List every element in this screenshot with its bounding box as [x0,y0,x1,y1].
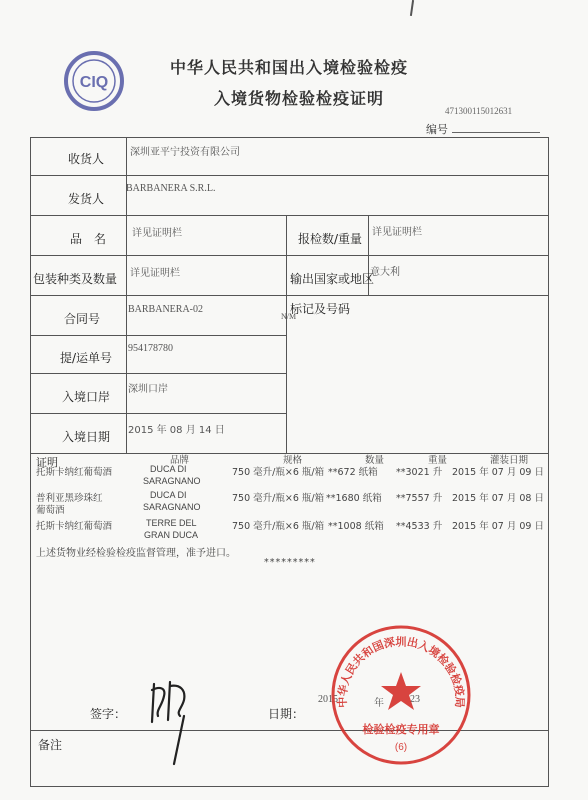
quantity-value: 详见证明栏 [372,227,422,238]
goods-brand: GRAN DUCA [144,530,199,540]
marks-value: N/M [281,312,297,321]
packaging-label: 包装种类及数量 [33,272,118,286]
goods-date: 2015 年 07 月 09 日 [452,521,544,532]
goods-brand: SARAGNANO [143,476,201,486]
goods-brand: TERRE DEL [146,518,197,528]
goods-spec: 750 毫升/瓶×6 瓶/箱 [232,467,325,478]
number-underline [452,132,540,133]
goods-brand: SARAGNANO [143,502,201,512]
row-divider [30,215,548,216]
goods-qty: **672 纸箱 [328,467,378,478]
header-weight: 重量 [428,455,448,466]
goods-name: 普利亚黑珍珠红 [36,493,103,504]
origin-value: 意大利 [370,267,400,278]
consignor-value: BARBANERA S.R.L. [126,183,216,194]
row-divider [30,175,548,176]
certificate-number: 471300115012631 [445,106,513,116]
packaging-value: 详见证明栏 [130,268,180,279]
remarks-label: 备注 [38,738,63,752]
official-stamp [326,620,476,770]
quantity-label: 报检数/重量 [298,232,363,246]
ciq-logo [63,50,125,112]
entry-date-value: 2015 年 08 月 14 日 [128,425,225,436]
goods-weight: **7557 升 [396,493,443,504]
svg-text:(6): (6) [394,742,408,753]
header-spec: 规格 [283,455,303,466]
goods-qty: **1008 纸箱 [328,521,384,532]
sign-date-year: 2015 [318,694,338,705]
row-divider [30,335,286,336]
row-divider [30,295,548,296]
signature-label: 签字： [90,707,127,721]
goods-weight: **3021 升 [396,467,443,478]
goods-brand: DUCA DI [150,490,187,500]
header-qty: 数量 [365,455,385,466]
marks-label: 标记及号码 [290,302,351,316]
goods-spec: 750 毫升/瓶×6 瓶/箱 [232,493,325,504]
goods-name: 托斯卡纳红葡萄酒 [36,521,113,532]
end-mark: ********* [264,557,316,568]
approval-statement: 上述货物业经检验检疫监督管理，准予进口。 [36,548,236,559]
product-label: 品 名 [70,232,107,246]
goods-brand: DUCA DI [150,464,187,474]
header-date: 灌装日期 [490,455,529,466]
column-divider [286,215,287,453]
port-label: 入境口岸 [62,390,111,404]
certificate-label: 证明 [36,456,58,469]
goods-name: 托斯卡纳红葡萄酒 [36,467,113,478]
bl-value: 954178780 [128,343,173,354]
header-brand: 品牌 [170,455,190,466]
contract-value: BARBANERA-02 [128,304,204,315]
svg-text:CIQ: CIQ [79,74,109,91]
goods-spec: 750 毫升/瓶×6 瓶/箱 [232,521,325,532]
sign-date-day: 23 [410,694,420,705]
consignee-value: 深圳亚平宁投资有限公司 [130,147,240,158]
signature [140,676,200,766]
port-value: 深圳口岸 [128,384,168,395]
row-divider [30,255,548,256]
row-divider [30,373,286,374]
goods-date: 2015 年 07 月 09 日 [452,467,544,478]
product-value: 详见证明栏 [132,228,182,239]
number-label: 编号 [426,123,448,136]
goods-qty: **1680 纸箱 [326,493,382,504]
bl-label: 提/运单号 [60,351,113,365]
stamp-outer-text: 中华人民共和国深圳出入境检验检疫局 [335,635,467,708]
goods-weight: **4533 升 [396,521,443,532]
svg-text:检验检疫专用章: 检验检疫专用章 [362,723,440,736]
goods-name: 葡萄酒 [36,505,65,516]
origin-label: 输出国家或地区 [290,272,375,286]
sign-date-label: 日期： [268,707,305,721]
row-divider [30,413,286,414]
consignee-label: 收货人 [68,152,105,166]
pen-mark [410,0,414,16]
document-subtitle: 入境货物检验检疫证明 [214,89,385,108]
sign-date-month: 年 [374,698,384,709]
contract-label: 合同号 [64,312,101,326]
document-title: 中华人民共和国出入境检验检疫 [170,58,409,77]
goods-date: 2015 年 07 月 08 日 [452,493,544,504]
entry-date-label: 入境日期 [62,430,111,444]
consignor-label: 发货人 [68,192,105,206]
